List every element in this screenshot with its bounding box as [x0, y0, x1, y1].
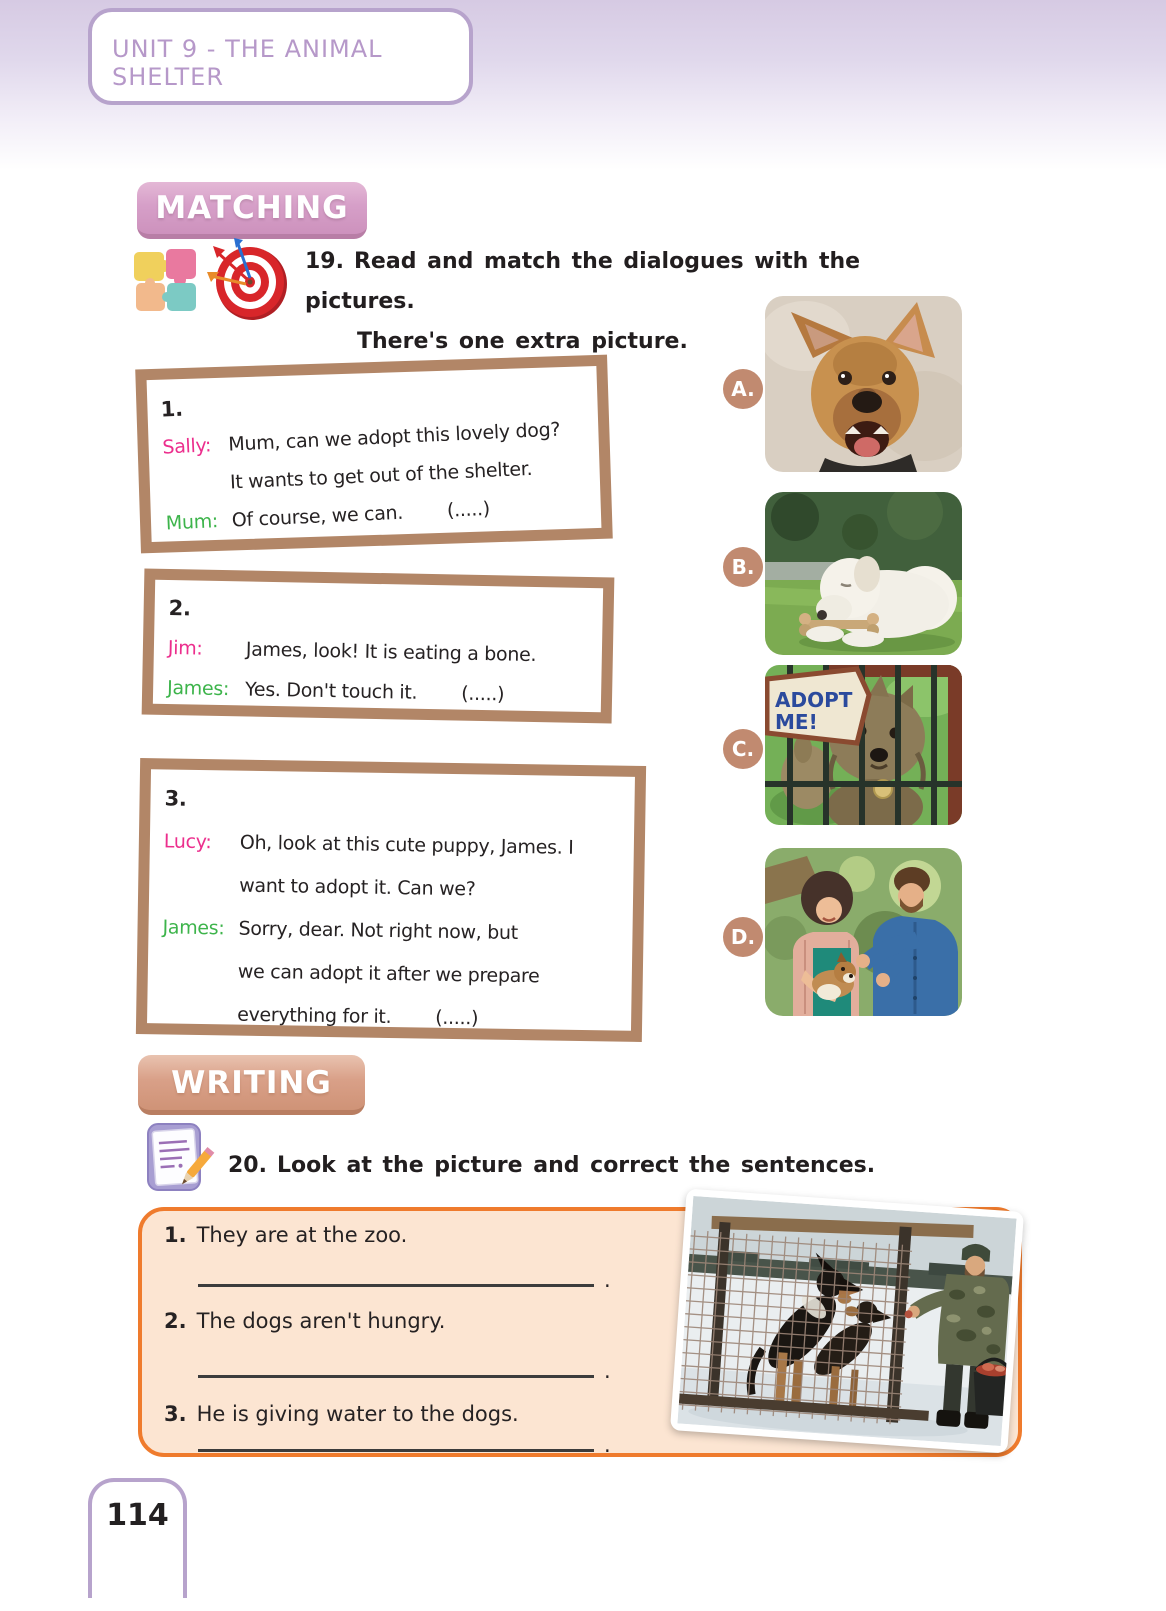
picture-label-c: C.: [723, 729, 763, 769]
sentence-3: 3. He is giving water to the dogs.: [164, 1402, 519, 1426]
speaker-name: James:: [162, 916, 225, 940]
write-line[interactable]: [198, 1351, 594, 1378]
speaker-name: Sally:: [161, 434, 212, 459]
picture-a-happy-dog: [765, 296, 962, 472]
picture-b-dog-with-bone: [765, 492, 962, 655]
speaker-name: Lucy:: [163, 830, 212, 854]
dialogue-line: Mum: Of course, we can. (.....): [165, 485, 594, 542]
instruction-line-2: There's one extra picture.: [357, 329, 688, 354]
page-number: 114: [106, 1498, 169, 1533]
answer-blank-2: .: [198, 1351, 611, 1383]
dialogue-box-2: [142, 569, 615, 724]
picture-c-dog-in-cage: [765, 665, 962, 825]
dialogue-box-3: [136, 758, 646, 1042]
answer-blank-3: .: [198, 1425, 611, 1457]
puzzle-icon: [128, 243, 200, 315]
dialogue-line: everything for it. (.....): [237, 1003, 479, 1030]
dialogue-box-1: [135, 355, 613, 554]
writing-section-header: [138, 1055, 365, 1115]
adopt-sign-line-2: ME!: [775, 710, 818, 734]
answer-slot[interactable]: (.....): [446, 497, 491, 522]
dialogue-line: James: Sorry, dear. Not right now, but: [162, 906, 625, 956]
dialogue-line: Lucy: Oh, look at this cute puppy, James. I: [164, 820, 627, 870]
writing-section-label: WRITING: [171, 1064, 332, 1101]
dialogue-3-number: 3.: [164, 786, 187, 811]
picture-label-d: D.: [723, 917, 763, 957]
speaker-name: James:: [166, 676, 230, 701]
answer-slot[interactable]: (.....): [435, 1006, 479, 1030]
picture-label-a: A.: [723, 369, 763, 409]
write-line[interactable]: [198, 1260, 594, 1287]
sentence-1: 1. They are at the zoo.: [164, 1223, 408, 1247]
dialogue-line: Jim: James, look! It is eating a bone.: [168, 628, 595, 676]
instruction-line-1: 19. Read and match the dialogues with the pictures.: [305, 249, 861, 314]
notepad-pencil-icon: [138, 1118, 218, 1198]
answer-blank-1: .: [198, 1260, 611, 1292]
matching-section-header: [137, 182, 367, 239]
dialogue-line: James: Yes. Don't touch it. (.....): [167, 668, 594, 716]
dialogue-line: It wants to get out of the shelter.: [229, 457, 533, 494]
adopt-sign-line-1: ADOPT: [775, 688, 853, 712]
sentence-2: 2. The dogs aren't hungry.: [164, 1309, 446, 1333]
writing-photo-shelter-feeding: [670, 1189, 1024, 1454]
dialogue-1-number: 1.: [160, 396, 184, 422]
speaker-name: Mum:: [165, 510, 219, 535]
exercise-20-number: 20.: [228, 1153, 267, 1178]
picture-d-couple-with-puppy: [765, 848, 962, 1016]
dialogue-line: Sally: Mum, can we adopt this lovely dog?: [162, 409, 591, 466]
exercise-19-number: 19.: [305, 249, 344, 274]
target-icon: [203, 236, 289, 324]
exercise-20-instruction: 20. Look at the picture and correct the sentences.: [228, 1153, 876, 1178]
speaker-name: Jim:: [167, 636, 203, 660]
dialogue-line: want to adopt it. Can we?: [239, 874, 476, 901]
unit-header-box: [88, 8, 473, 105]
write-line[interactable]: [198, 1425, 594, 1452]
unit-title: UNIT 9 - THE ANIMAL SHELTER: [112, 35, 383, 91]
matching-section-label: MATCHING: [155, 190, 349, 226]
picture-label-b: B.: [723, 547, 763, 587]
answer-slot[interactable]: (.....): [461, 682, 505, 706]
page-number-box: [88, 1478, 187, 1598]
dialogue-2-number: 2.: [168, 595, 191, 621]
dialogue-line: we can adopt it after we prepare: [237, 960, 540, 988]
